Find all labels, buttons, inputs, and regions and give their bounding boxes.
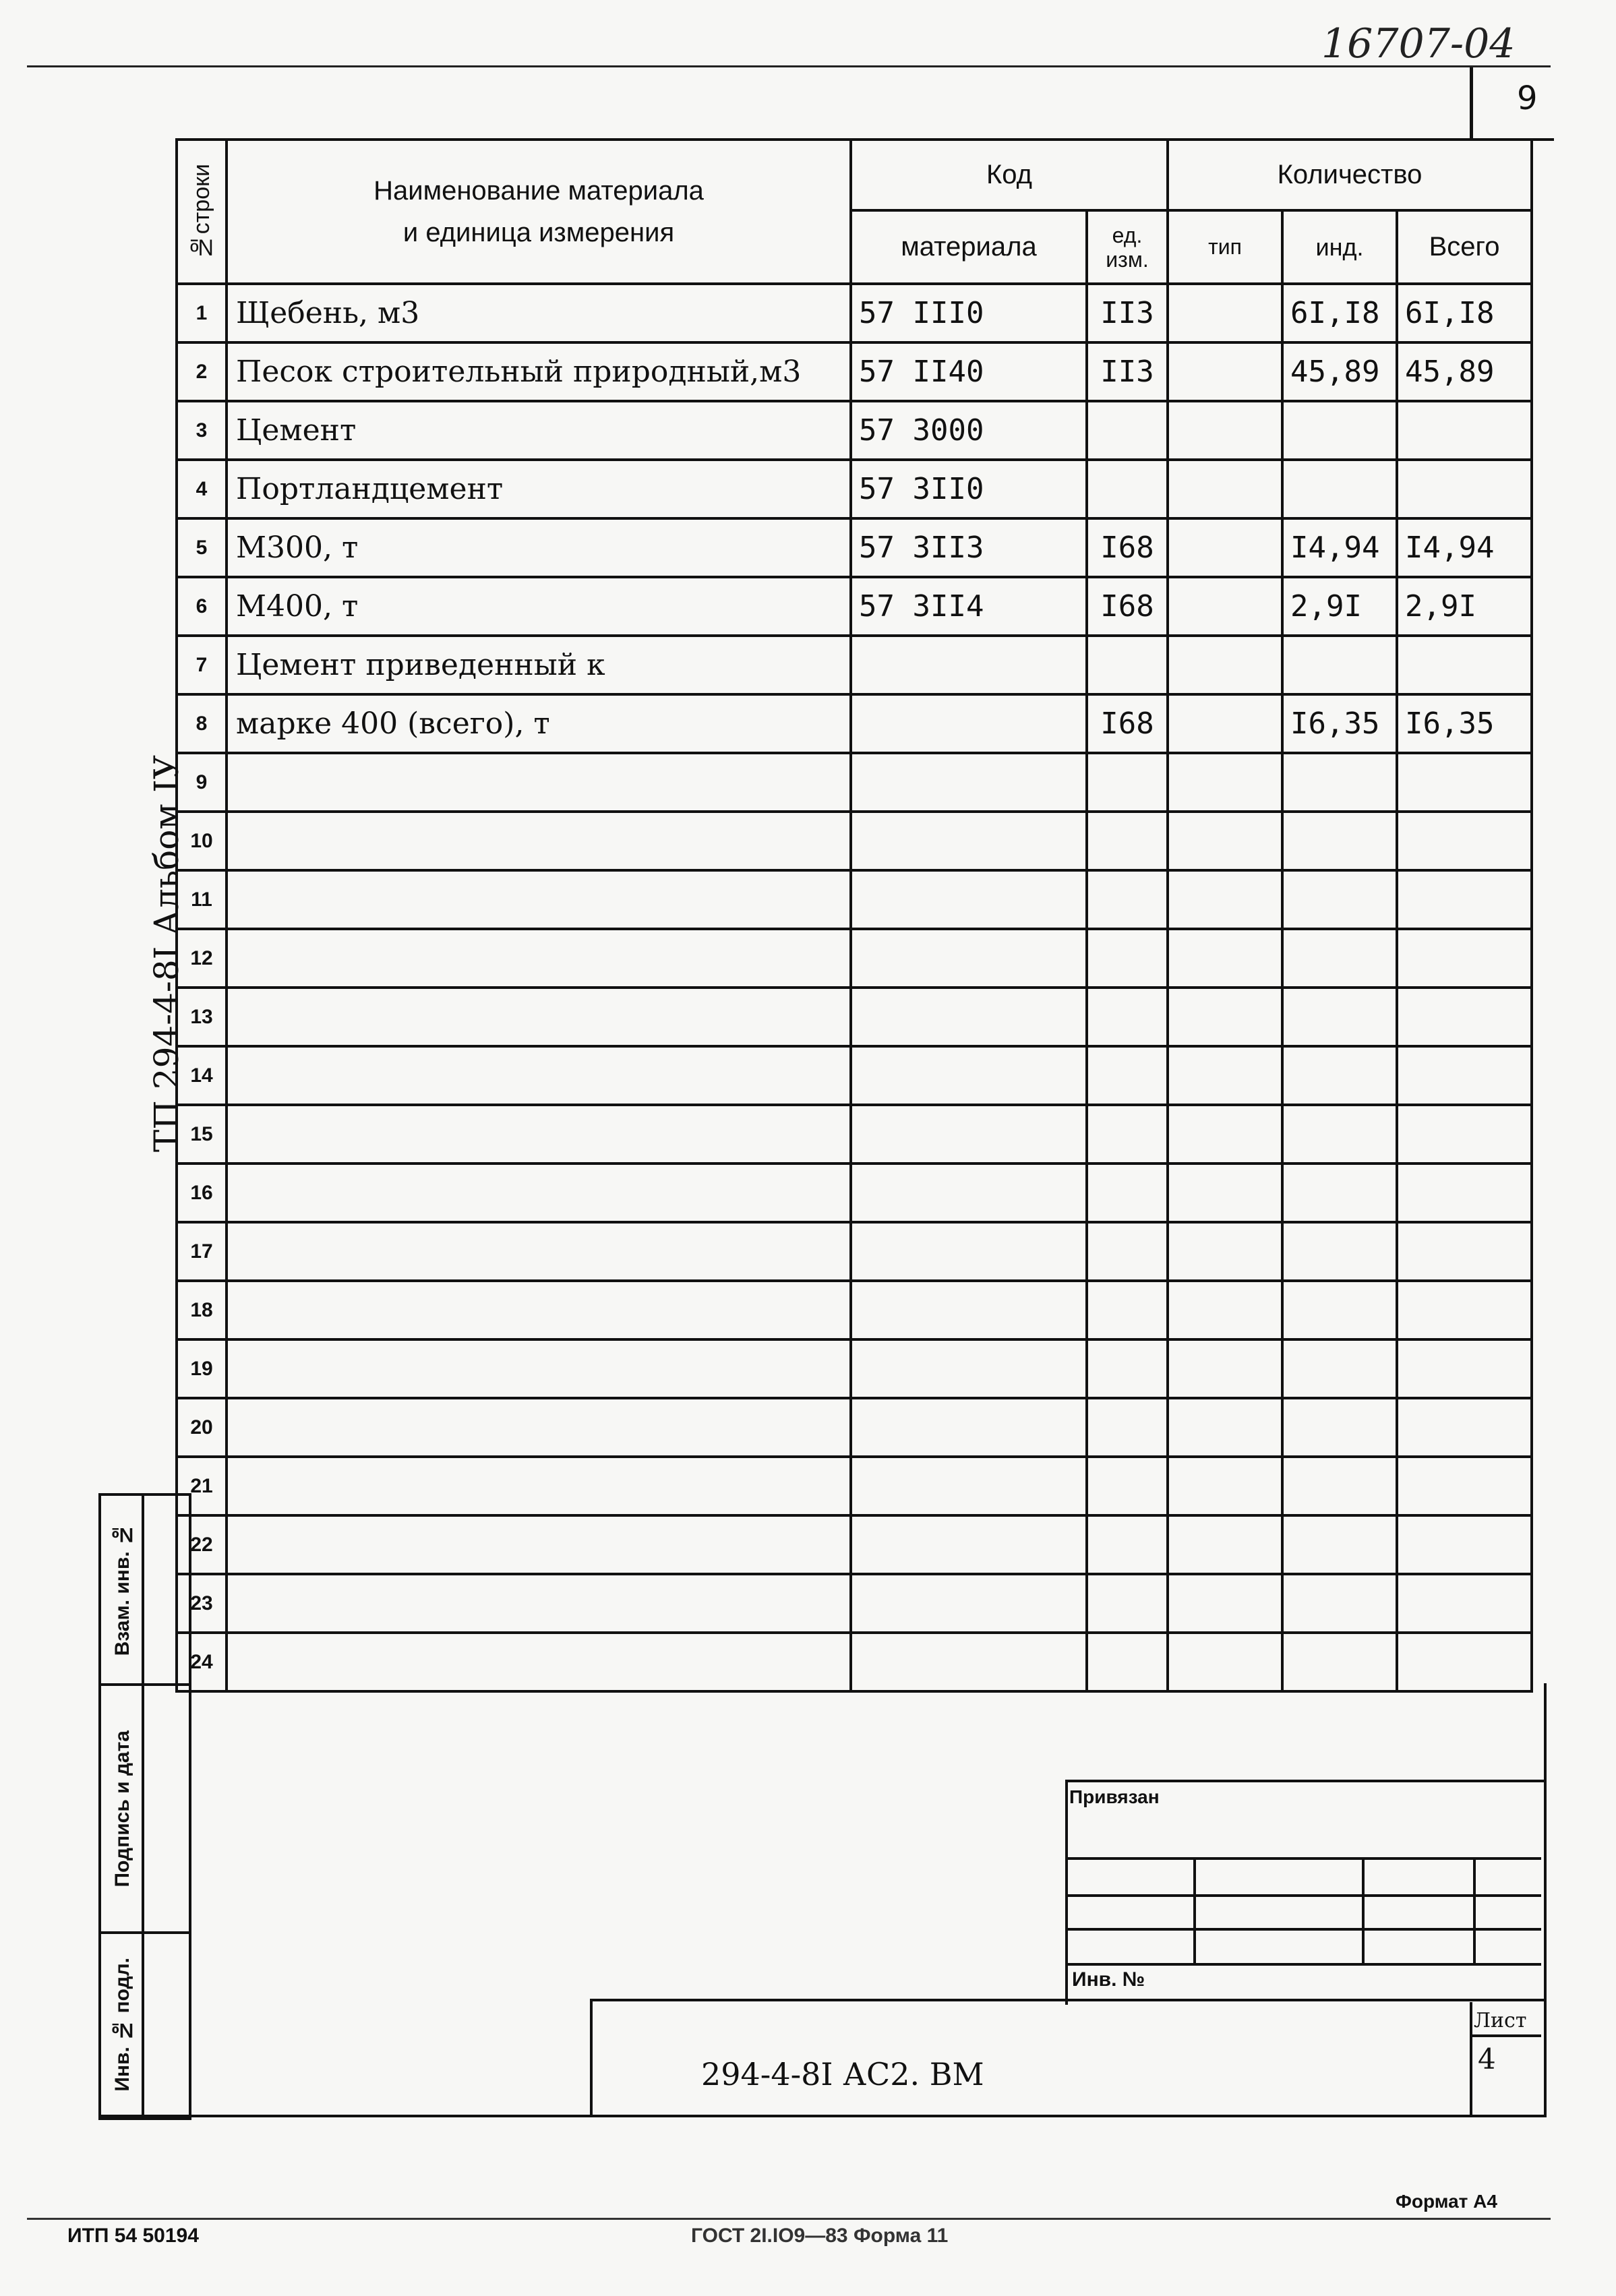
- row-name: [227, 988, 851, 1046]
- table-row: [177, 1633, 1532, 1691]
- row-number: 24: [177, 1633, 227, 1691]
- row-ind: [1282, 460, 1397, 518]
- row-type: [1168, 1164, 1282, 1222]
- table-row: [177, 1105, 1532, 1164]
- row-total: I6,35: [1397, 694, 1532, 753]
- row-unit: [1087, 1398, 1168, 1457]
- row-number: 21: [177, 1457, 227, 1515]
- row-ind: 6I,I8: [1282, 284, 1397, 342]
- row-unit: [1087, 1164, 1168, 1222]
- row-type: [1168, 1222, 1282, 1281]
- row-total: [1397, 929, 1532, 988]
- row-code: [851, 1457, 1087, 1515]
- table-row: [177, 1574, 1532, 1633]
- row-unit: [1087, 753, 1168, 812]
- row-type: [1168, 1515, 1282, 1574]
- row-code: [851, 694, 1087, 753]
- format-label: Формат А4: [1396, 2191, 1497, 2212]
- row-name: [227, 1222, 851, 1281]
- binding-inv-label: Инв. №: [1072, 1968, 1145, 1991]
- row-name: М400, т: [227, 577, 851, 636]
- row-type: [1168, 1457, 1282, 1515]
- row-type: [1168, 1046, 1282, 1105]
- row-total: [1397, 1339, 1532, 1398]
- row-type: [1168, 636, 1282, 694]
- row-number: 10: [177, 812, 227, 870]
- row-code: [851, 1339, 1087, 1398]
- row-unit: [1087, 1281, 1168, 1339]
- row-ind: [1282, 1574, 1397, 1633]
- row-unit: [1087, 1633, 1168, 1691]
- row-total: [1397, 1222, 1532, 1281]
- row-type: [1168, 988, 1282, 1046]
- row-ind: [1282, 1339, 1397, 1398]
- row-ind: [1282, 1398, 1397, 1457]
- table-row: [177, 1339, 1532, 1398]
- row-name: Песок строительный природный,м3: [227, 342, 851, 401]
- row-total: [1397, 1398, 1532, 1457]
- strip-vzam: [101, 1496, 189, 1686]
- row-code: 57 III0: [851, 284, 1087, 342]
- row-code: [851, 929, 1087, 988]
- row-code: 57 3II0: [851, 460, 1087, 518]
- row-type: [1168, 1398, 1282, 1457]
- row-type: [1168, 929, 1282, 988]
- row-number: 16: [177, 1164, 227, 1222]
- row-name: [227, 1457, 851, 1515]
- binding-row-line: [1065, 1857, 1541, 1860]
- row-name: Цемент: [227, 401, 851, 460]
- row-type: [1168, 1339, 1282, 1398]
- row-name: [227, 1281, 851, 1339]
- row-total: 45,89: [1397, 342, 1532, 401]
- row-number: 9: [177, 753, 227, 812]
- row-number: 5: [177, 518, 227, 577]
- row-unit: [1087, 1222, 1168, 1281]
- row-total: 2,9I: [1397, 577, 1532, 636]
- row-number: 13: [177, 988, 227, 1046]
- row-number: 4: [177, 460, 227, 518]
- sheet-number: 9: [1517, 80, 1538, 117]
- row-total: [1397, 636, 1532, 694]
- row-number: 2: [177, 342, 227, 401]
- row-name: [227, 812, 851, 870]
- header-qty-total: Всего: [1397, 210, 1532, 284]
- row-unit: [1087, 1457, 1168, 1515]
- row-ind: [1282, 1633, 1397, 1691]
- row-number: 12: [177, 929, 227, 988]
- row-ind: [1282, 1164, 1397, 1222]
- header-qty-type: тип: [1168, 210, 1282, 284]
- table-row: [177, 870, 1532, 929]
- row-number: 17: [177, 1222, 227, 1281]
- row-unit: I68: [1087, 577, 1168, 636]
- row-total: [1397, 1164, 1532, 1222]
- table-row: [177, 1281, 1532, 1339]
- row-ind: [1282, 1281, 1397, 1339]
- row-ind: 2,9I: [1282, 577, 1397, 636]
- row-total: [1397, 1105, 1532, 1164]
- row-name: [227, 753, 851, 812]
- table-row: [177, 753, 1532, 812]
- title-block-code: 294-4-8I АС2. ВМ: [701, 2056, 984, 2092]
- row-ind: [1282, 812, 1397, 870]
- strip-podpis-label: Подпись и дата: [111, 1730, 133, 1887]
- header-row-no: [177, 140, 227, 284]
- table-row: [177, 342, 1532, 401]
- row-number: 15: [177, 1105, 227, 1164]
- row-code: [851, 1398, 1087, 1457]
- row-name: [227, 1046, 851, 1105]
- row-ind: [1282, 753, 1397, 812]
- row-code: [851, 1281, 1087, 1339]
- row-ind: [1282, 1515, 1397, 1574]
- row-number: 7: [177, 636, 227, 694]
- row-number: 8: [177, 694, 227, 753]
- title-sheet-value: 4: [1478, 2043, 1496, 2076]
- row-name: [227, 1164, 851, 1222]
- row-unit: [1087, 988, 1168, 1046]
- row-number: 3: [177, 401, 227, 460]
- album-caption-text: ТП 294-4-8I Альбом IУ: [147, 755, 186, 1153]
- row-total: [1397, 1046, 1532, 1105]
- binding-col-line: [1473, 1857, 1476, 1965]
- row-name: [227, 1339, 851, 1398]
- row-name: Портландцемент: [227, 460, 851, 518]
- row-total: [1397, 1281, 1532, 1339]
- header-quantity: Количество: [1168, 140, 1532, 210]
- row-code: [851, 812, 1087, 870]
- row-unit: [1087, 1046, 1168, 1105]
- binding-col-line: [1193, 1857, 1196, 1965]
- row-code: [851, 636, 1087, 694]
- footer-center: ГОСТ 2I.IO9—83 Форма 11: [691, 2225, 949, 2247]
- row-code: [851, 1222, 1087, 1281]
- materials-table: [175, 138, 1533, 1693]
- table-row: [177, 518, 1532, 577]
- row-ind: [1282, 636, 1397, 694]
- row-total: [1397, 988, 1532, 1046]
- binding-col-line: [1362, 1857, 1365, 1965]
- row-type: [1168, 460, 1282, 518]
- table-row: [177, 1222, 1532, 1281]
- row-unit: [1087, 1339, 1168, 1398]
- row-number: 23: [177, 1574, 227, 1633]
- binding-row-line: [1065, 1894, 1541, 1897]
- row-ind: [1282, 988, 1397, 1046]
- row-unit: I68: [1087, 694, 1168, 753]
- row-number: 11: [177, 870, 227, 929]
- row-number: 22: [177, 1515, 227, 1574]
- row-code: 57 II40: [851, 342, 1087, 401]
- row-number: 19: [177, 1339, 227, 1398]
- table-row: [177, 1457, 1532, 1515]
- row-name: [227, 929, 851, 988]
- row-unit: [1087, 929, 1168, 988]
- row-unit: I68: [1087, 518, 1168, 577]
- row-number: 18: [177, 1281, 227, 1339]
- row-name: [227, 1398, 851, 1457]
- row-total: [1397, 1633, 1532, 1691]
- row-ind: I6,35: [1282, 694, 1397, 753]
- row-unit: II3: [1087, 284, 1168, 342]
- row-ind: [1282, 1222, 1397, 1281]
- row-code: 57 3II3: [851, 518, 1087, 577]
- row-ind: [1282, 1046, 1397, 1105]
- row-type: [1168, 518, 1282, 577]
- row-ind: [1282, 1457, 1397, 1515]
- row-code: [851, 1633, 1087, 1691]
- table-row: [177, 401, 1532, 460]
- row-code: [851, 988, 1087, 1046]
- row-total: [1397, 460, 1532, 518]
- row-type: [1168, 401, 1282, 460]
- row-name: марке 400 (всего), т: [227, 694, 851, 753]
- header-code-material: материала: [851, 210, 1087, 284]
- table-row: [177, 1398, 1532, 1457]
- row-type: [1168, 342, 1282, 401]
- row-code: [851, 870, 1087, 929]
- row-total: [1397, 753, 1532, 812]
- row-type: [1168, 1574, 1282, 1633]
- header-name-text: Наименование материала и единица измерения: [373, 176, 704, 247]
- row-unit: II3: [1087, 342, 1168, 401]
- binding-title: Привязан: [1069, 1786, 1160, 1807]
- row-code: [851, 1574, 1087, 1633]
- row-name: [227, 1574, 851, 1633]
- row-total: [1397, 1515, 1532, 1574]
- row-unit: [1087, 636, 1168, 694]
- row-code: [851, 1046, 1087, 1105]
- row-number: 6: [177, 577, 227, 636]
- strip-inv-podl-label: Инв. № подл.: [111, 1957, 133, 2092]
- row-name: [227, 1515, 851, 1574]
- row-unit: [1087, 870, 1168, 929]
- row-type: [1168, 694, 1282, 753]
- footer-rule: [27, 2218, 1551, 2220]
- row-type: [1168, 1633, 1282, 1691]
- row-unit: [1087, 401, 1168, 460]
- header-row-no-text: №строки: [188, 163, 214, 260]
- row-total: [1397, 870, 1532, 929]
- row-total: [1397, 401, 1532, 460]
- row-name: Цемент приведенный к: [227, 636, 851, 694]
- table-row: [177, 460, 1532, 518]
- row-total: [1397, 1457, 1532, 1515]
- row-type: [1168, 577, 1282, 636]
- row-number: 20: [177, 1398, 227, 1457]
- row-type: [1168, 870, 1282, 929]
- row-unit: [1087, 1515, 1168, 1574]
- row-code: 57 3II4: [851, 577, 1087, 636]
- binding-row-line: [1065, 1963, 1541, 1966]
- table-row: [177, 694, 1532, 753]
- row-ind: [1282, 1105, 1397, 1164]
- table-row: [177, 1046, 1532, 1105]
- table-row: [177, 812, 1532, 870]
- document-number: 16707-04: [1321, 20, 1516, 67]
- table-row: [177, 1515, 1532, 1574]
- row-name: [227, 1105, 851, 1164]
- row-name: [227, 1633, 851, 1691]
- row-ind: [1282, 401, 1397, 460]
- row-code: 57 3000: [851, 401, 1087, 460]
- row-total: 6I,I8: [1397, 284, 1532, 342]
- row-code: [851, 1105, 1087, 1164]
- table-row: [177, 636, 1532, 694]
- row-unit: [1087, 812, 1168, 870]
- title-sheet-label: Лист: [1474, 2009, 1527, 2032]
- row-code: [851, 753, 1087, 812]
- row-total: [1397, 812, 1532, 870]
- header-code-unit: ед. изм.: [1087, 210, 1168, 284]
- row-ind: I4,94: [1282, 518, 1397, 577]
- top-rule: [27, 65, 1551, 67]
- table-row: [177, 929, 1532, 988]
- row-ind: [1282, 929, 1397, 988]
- table-row: [177, 284, 1532, 342]
- row-total: I4,94: [1397, 518, 1532, 577]
- sheet-number-box: [1470, 67, 1554, 141]
- row-type: [1168, 1105, 1282, 1164]
- row-ind: [1282, 870, 1397, 929]
- row-code: [851, 1164, 1087, 1222]
- strip-vzam-label: Взам. инв. №: [111, 1523, 133, 1656]
- row-unit: [1087, 1574, 1168, 1633]
- header-code: Код: [851, 140, 1168, 210]
- title-sheet-separator: [1470, 2034, 1541, 2037]
- table-row: [177, 988, 1532, 1046]
- row-unit: [1087, 1105, 1168, 1164]
- row-type: [1168, 284, 1282, 342]
- row-type: [1168, 812, 1282, 870]
- row-name: Щебень, м3: [227, 284, 851, 342]
- row-number: 1: [177, 284, 227, 342]
- row-total: [1397, 1574, 1532, 1633]
- row-number: 14: [177, 1046, 227, 1105]
- row-ind: 45,89: [1282, 342, 1397, 401]
- binding-row-line: [1065, 1928, 1541, 1931]
- table-row: [177, 1164, 1532, 1222]
- row-type: [1168, 753, 1282, 812]
- row-name: М300, т: [227, 518, 851, 577]
- row-unit: [1087, 460, 1168, 518]
- row-type: [1168, 1281, 1282, 1339]
- header-qty-ind: инд.: [1282, 210, 1397, 284]
- table-row: [177, 577, 1532, 636]
- header-name: [227, 140, 851, 284]
- row-name: [227, 870, 851, 929]
- footer-left: ИТП 54 50194: [67, 2225, 199, 2247]
- row-code: [851, 1515, 1087, 1574]
